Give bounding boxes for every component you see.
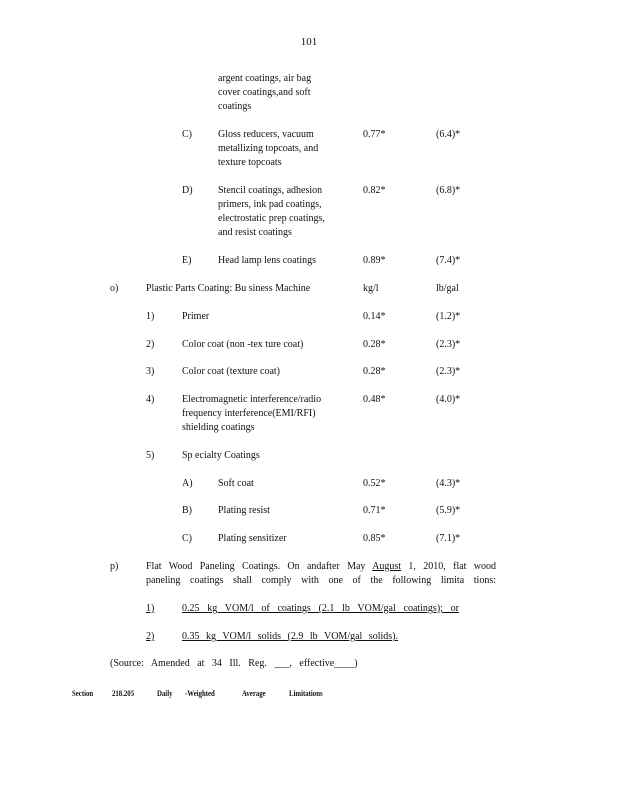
kg-value: 0.82* xyxy=(363,185,386,196)
lb-value: (2.3)* xyxy=(436,366,461,377)
lb-value: (4.3)* xyxy=(436,478,461,489)
item-letter: E) xyxy=(182,255,192,266)
item-text-line: and resist coatings xyxy=(218,227,292,238)
option-text: 0.25 kg VOM/l of coatings (2.1 lb VOM/gal coatings); or xyxy=(182,603,459,614)
lb-value: (1.2)* xyxy=(436,311,461,322)
item-text-line: Color coat (texture coat) xyxy=(182,366,281,377)
section-p-line-1 xyxy=(146,560,496,574)
item-text-line: frequency interference(EMI/RFI) xyxy=(182,408,316,419)
footer-section: Section xyxy=(72,689,94,698)
lb-value: (2.3)* xyxy=(436,339,461,350)
item-number: 2) xyxy=(146,339,155,350)
item-text-line: texture topcoats xyxy=(218,157,282,168)
kg-value: 0.85* xyxy=(363,533,386,544)
item-text-line: shielding coatings xyxy=(182,422,255,433)
item-text-line: Primer xyxy=(182,311,210,322)
option-text: 0.35 kg VOM/l solids (2.9 lb VOM/gal solids). xyxy=(182,631,398,642)
item-text-line: Color coat (non -tex ture coat) xyxy=(182,339,304,350)
footer-word: Daily xyxy=(157,689,173,698)
inserted-word: August xyxy=(372,561,402,572)
item-letter: C) xyxy=(182,129,192,140)
continuation-line: argent coatings, air bag xyxy=(218,73,312,84)
item-text-line: metallizing topcoats, and xyxy=(218,143,319,154)
item-text-line: Head lamp lens coatings xyxy=(218,255,317,266)
item-letter: C) xyxy=(182,533,192,544)
section-label: o) xyxy=(110,283,119,294)
section-label: p) xyxy=(110,561,119,572)
footer-number: 218.205 xyxy=(112,689,135,698)
item-text-line: Sp ecialty Coatings xyxy=(182,450,260,461)
kg-value: 0.71* xyxy=(363,505,386,516)
item-letter: B) xyxy=(182,505,192,516)
kg-value: 0.48* xyxy=(363,394,386,405)
item-text-line: Gloss reducers, vacuum xyxy=(218,129,314,140)
footer-word: Average xyxy=(242,689,266,698)
lb-value: (5.9)* xyxy=(436,505,461,516)
lb-value: (4.0)* xyxy=(436,394,461,405)
item-text-line: primers, ink pad coatings, xyxy=(218,199,322,210)
footer-word: -Weighted xyxy=(185,689,215,698)
footer-word: Limitations xyxy=(289,689,323,698)
continuation-line: coatings xyxy=(218,101,252,112)
section-title: Plastic Parts Coating: Bu siness Machine xyxy=(146,283,311,294)
item-number: 4) xyxy=(146,394,155,405)
kg-value: 0.77* xyxy=(363,129,386,140)
item-text-line: Plating resist xyxy=(218,505,270,516)
option-number: 1) xyxy=(146,603,155,614)
lb-value: (7.1)* xyxy=(436,533,461,544)
item-letter: D) xyxy=(182,185,193,196)
item-text-line: electrostatic prep coatings, xyxy=(218,213,325,224)
item-number: 5) xyxy=(146,450,155,461)
option-number: 2) xyxy=(146,631,155,642)
item-text-line: Electromagnetic interference/radio xyxy=(182,394,322,405)
item-number: 1) xyxy=(146,311,155,322)
section-p-line-2: paneling coatings shall comply with one of the following limita tions: xyxy=(146,575,496,586)
section-p-text: Flat Wood Paneling Coatings. On andafter May xyxy=(146,561,373,572)
continuation-line: cover coatings,and soft xyxy=(218,87,311,98)
item-text-line: Stencil coatings, adhesion xyxy=(218,185,323,196)
section-p-text: 1, 2010, flat wood xyxy=(401,561,496,572)
kg-value: 0.28* xyxy=(363,366,386,377)
lb-value: (7.4)* xyxy=(436,255,461,266)
lb-header: lb/gal xyxy=(436,283,459,294)
lb-value: (6.8)* xyxy=(436,185,461,196)
kg-value: 0.89* xyxy=(363,255,386,266)
item-text-line: Plating sensitizer xyxy=(218,533,287,544)
item-number: 3) xyxy=(146,366,155,377)
kg-header: kg/l xyxy=(363,283,379,294)
kg-value: 0.14* xyxy=(363,311,386,322)
item-letter: A) xyxy=(182,478,193,489)
kg-value: 0.28* xyxy=(363,339,386,350)
source-note: (Source: Amended at 34 Ill. Reg. ___, effective____) xyxy=(110,658,358,669)
kg-value: 0.52* xyxy=(363,478,386,489)
page-number: 101 xyxy=(300,36,318,48)
lb-value: (6.4)* xyxy=(436,129,461,140)
item-text-line: Soft coat xyxy=(218,478,254,489)
